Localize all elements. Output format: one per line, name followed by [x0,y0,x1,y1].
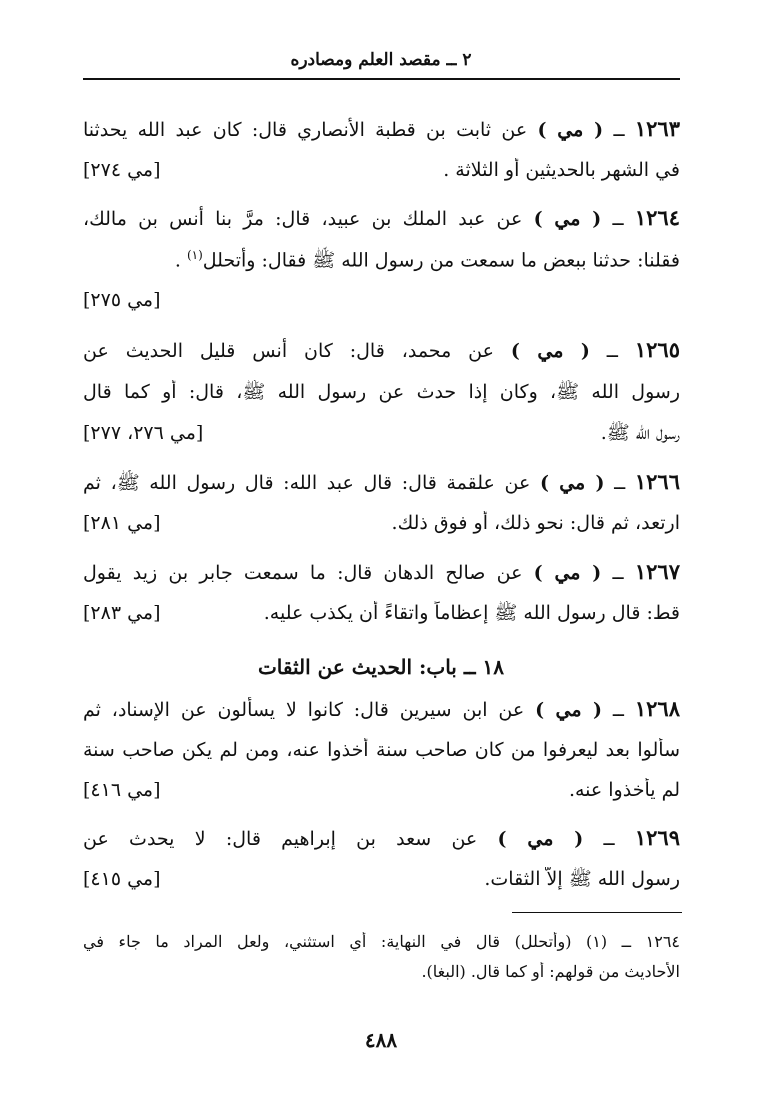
hadith-1265-line-3 [83,421,680,445]
citation: [مي ٢٨١] [83,512,161,534]
header-rule [83,78,680,80]
hadith-1264-line-3 [83,288,680,312]
hadith-text: رسول الله ﷺ. [600,422,680,444]
hadith-text: عن ثابت بن قطبة الأنصاري قال: كان عبد الله يحدثنا [83,119,528,141]
hadith-1268-line-1: ١٢٦٨ ــ ( مي ) عن ابن سيرين قال: كانوا لا يسألون عن الإسناد، ثم [83,697,680,721]
hadith-1263-line-2 [83,158,680,182]
source-tag: ( مي ) [510,340,590,362]
hadith-1268-line-3 [83,778,680,802]
hadith-text: عن صالح الدهان قال: ما سمعت جابر بن زيد يقول [83,562,523,584]
hadith-text: ارتعد، ثم قال: نحو ذلك، أو فوق ذلك. [391,512,680,534]
hadith-text: عن علقمة قال: قال عبد الله: قال رسول الله ﷺ، ثم [83,472,531,494]
hadith-number: ١٢٦٣ [634,117,680,141]
hadith-number: ١٢٦٩ [634,826,680,850]
hadith-number: ١٢٦٤ [634,206,680,230]
hadith-text: فقلنا: حدثنا ببعض ما سمعت من رسول الله ﷺ فقال: وأتحلل [202,249,680,272]
hadith-1267-line-2 [83,601,680,625]
citation: [مي ٢٧٤] [83,159,161,181]
citation: [مي ٤١٥] [83,868,161,890]
hadith-1265-line-2 [83,380,680,404]
footnote-rule [512,912,682,913]
running-header: ٢ ــ مقصد العلم ومصادره [290,50,472,70]
hadith-text: رسول الله ﷺ، وكان إذا حدث عن رسول الله ﷺ، قال: أو كما قال [83,381,680,403]
hadith-1265-line-1: ١٢٦٥ ــ ( مي ) عن محمد، قال: كان أنس قليل الحديث عن [83,338,680,362]
hadith-1267-line-1: ١٢٦٧ ــ ( مي ) عن صالح الدهان قال: ما سمعت جابر بن زيد يقول [83,560,680,584]
citation: [مي ٢٧٥] [83,289,161,311]
hadith-number: ١٢٦٦ [634,470,680,494]
hadith-text: في الشهر بالحديثين أو الثلاثة . [443,159,680,181]
source-tag: ( مي ) [540,472,605,494]
hadith-text: عن سعد بن إبراهيم قال: لا يحدث عن [83,828,478,850]
hadith-1264-line-2 [83,243,680,272]
hadith-text: قط: قال رسول الله ﷺ إعظاماً واتقاءً أن يكذب عليه. [263,602,680,624]
chapter-heading: ١٨ ــ باب: الحديث عن الثقات [257,655,505,679]
hadith-number: ١٢٦٥ [634,338,680,362]
citation: [مي ٢٧٦، ٢٧٧] [83,422,204,444]
footnote-line-2: الأحاديث من قولهم: أو كما قال. (البغا). [421,962,680,981]
hadith-1263-line-1: ١٢٦٣ ــ ( مي ) عن ثابت بن قطبة الأنصاري قال: كان عبد الله يحدثنا [83,117,680,141]
footnote-marker[interactable]: (١) [186,248,203,262]
source-tag: ( مي ) [535,699,602,721]
hadith-1264-line-1: ١٢٦٤ ــ ( مي ) عن عبد الملك بن عبيد، قال: مرَّ بنا أنس بن مالك، [83,206,680,230]
hadith-number: ١٢٦٨ [634,697,680,721]
hadith-1266-line-2 [83,511,680,535]
hadith-text: عن عبد الملك بن عبيد، قال: مرَّ بنا أنس بن مالك، [83,208,523,230]
hadith-number: ١٢٦٧ [634,560,680,584]
source-tag: ( مي ) [497,828,584,850]
hadith-1269-line-2 [83,867,680,891]
citation: [مي ٤١٦] [83,779,161,801]
source-tag: ( مي ) [533,562,602,584]
hadith-1268-line-2 [83,738,680,762]
page-number: ٤٨٨ [364,1028,398,1052]
hadith-text: رسول الله ﷺ إلاّ الثقات. [484,868,680,890]
citation: [مي ٢٨٣] [83,602,161,624]
hadith-text: . [174,249,181,272]
hadith-1269-line-1: ١٢٦٩ ــ ( مي ) عن سعد بن إبراهيم قال: لا يحدث عن [83,826,680,850]
footnote-line-1: ١٢٦٤ ــ (١) (وأتحلل) قال في النهاية: أي استثني، ولعل المراد ما جاء في [83,932,680,951]
hadith-1266-line-1: ١٢٦٦ ــ ( مي ) عن علقمة قال: قال عبد الله: قال رسول الله ﷺ، ثم [83,470,680,494]
hadith-text: لم يأخذوا عنه. [568,779,680,801]
source-tag: ( مي ) [537,119,604,141]
source-tag: ( مي ) [533,208,602,230]
hadith-text: عن ابن سيرين قال: كانوا لا يسألون عن الإسناد، ثم [83,699,525,721]
hadith-text: سألوا بعد ليعرفوا من كان صاحب سنة أخذوا عنه، ومن لم يكن صاحب سنة [83,739,680,761]
hadith-text: عن محمد، قال: كان أنس قليل الحديث عن [83,340,494,362]
